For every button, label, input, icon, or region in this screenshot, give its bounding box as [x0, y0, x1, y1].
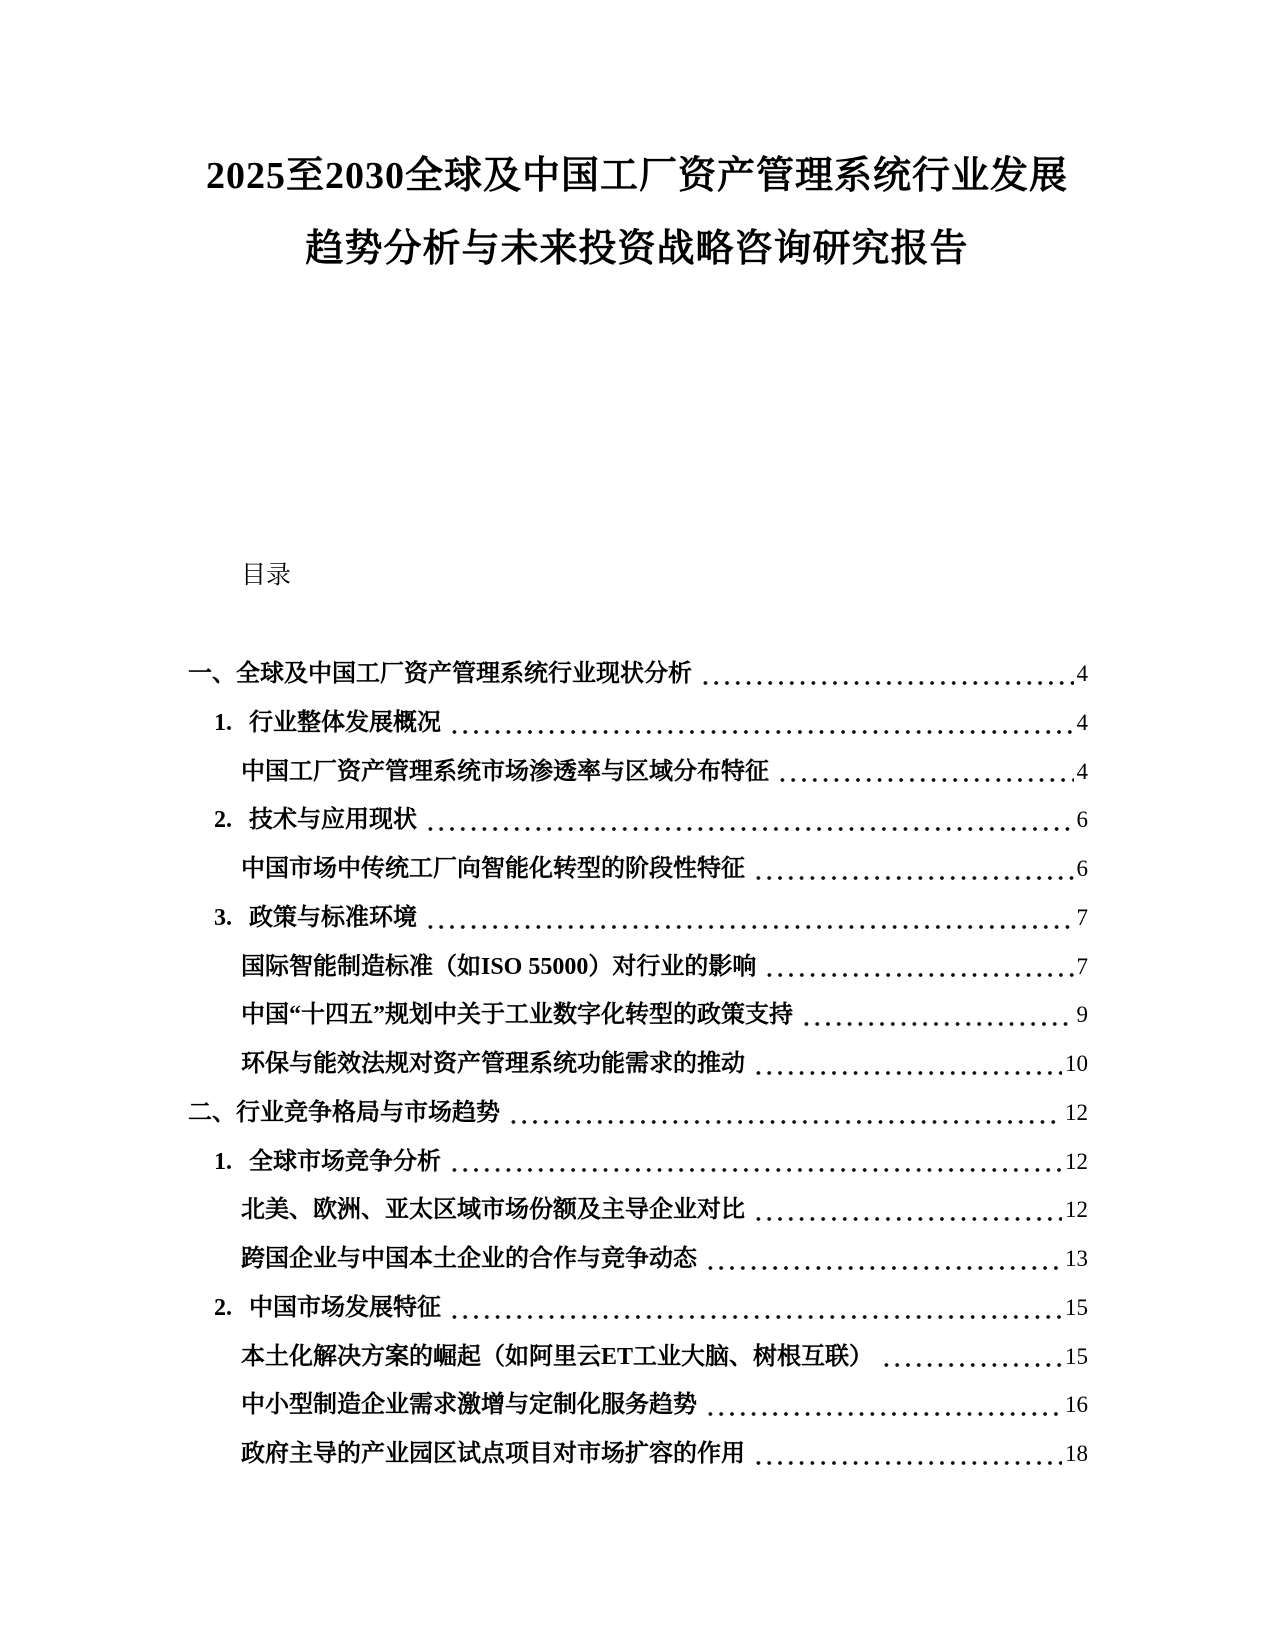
toc-entry[interactable] — [188, 748, 1088, 797]
toc-leader-dots — [751, 1040, 1062, 1089]
toc-entry-page: 4 — [1076, 661, 1088, 686]
toc-entry-label: 中小型制造企业需求激增与定制化服务趋势 — [241, 1392, 697, 1419]
toc-leader-dots — [506, 1089, 1062, 1138]
toc-entry[interactable] — [188, 1430, 1088, 1479]
toc-entry-label: 北美、欧洲、亚太区域市场份额及主导企业对比 — [241, 1197, 745, 1224]
toc-entry-number: 3. — [214, 904, 232, 931]
toc-leader-dots — [447, 1138, 1062, 1187]
toc-entry-page: 15 — [1065, 1343, 1088, 1369]
toc-entry-page: 12 — [1065, 1148, 1088, 1174]
toc-entry-label: 中国市场发展特征 — [249, 1294, 441, 1321]
toc-leader-dots — [751, 1430, 1062, 1479]
toc-entry-label: 全球及中国工厂资产管理系统行业现状分析 — [236, 661, 692, 687]
toc-leader-dots — [775, 748, 1074, 797]
toc-entry[interactable] — [188, 1235, 1088, 1284]
toc-entry[interactable] — [188, 1040, 1088, 1089]
toc-entry-number: 二、 — [188, 1099, 236, 1126]
toc-entry-page: 13 — [1065, 1246, 1088, 1271]
toc-entry-label: 行业竞争格局与市场趋势 — [236, 1099, 500, 1126]
toc-leader-dots — [879, 1333, 1062, 1382]
toc-entry[interactable] — [188, 991, 1088, 1040]
toc-leader-dots — [751, 845, 1074, 894]
toc-entry-page: 4 — [1076, 709, 1088, 735]
toc-entry[interactable] — [188, 894, 1088, 943]
toc-entry[interactable] — [188, 845, 1088, 894]
report-title-line1: 2025至2030全球及中国工厂资产管理系统行业发展 — [205, 155, 1068, 197]
toc-leader-dots — [447, 699, 1074, 748]
toc-entry[interactable] — [188, 943, 1088, 992]
toc-entry-number: 1. — [214, 1148, 232, 1175]
toc-entry-label: 中国工厂资产管理系统市场渗透率与区域分布特征 — [241, 758, 769, 785]
toc-list — [188, 650, 1088, 1479]
toc-entry[interactable] — [188, 1381, 1088, 1430]
toc-entry-page: 9 — [1076, 1002, 1088, 1028]
toc-leader-dots — [751, 1186, 1062, 1235]
toc-entry[interactable] — [188, 1138, 1088, 1187]
toc-entry-label: 本土化解决方案的崛起（如阿里云ET工业大脑、树根互联） — [241, 1343, 874, 1370]
toc-entry-page: 18 — [1065, 1441, 1088, 1466]
toc-leader-dots — [762, 943, 1073, 992]
toc-entry-label: 中国市场中传统工厂向智能化转型的阶段性特征 — [241, 856, 745, 882]
toc-entry-page: 15 — [1065, 1294, 1088, 1320]
toc-entry-label: 环保与能效法规对资产管理系统功能需求的推动 — [241, 1051, 745, 1077]
toc-entry-label: 技术与应用现状 — [249, 807, 417, 834]
toc-entry-page: 4 — [1076, 758, 1088, 784]
toc-entry[interactable] — [188, 699, 1088, 748]
toc-entry-page: 6 — [1076, 807, 1088, 833]
toc-entry-page: 7 — [1076, 904, 1088, 930]
toc-leader-dots — [703, 1381, 1062, 1430]
toc-entry-number: 一、 — [188, 661, 236, 687]
toc-entry-number: 2. — [214, 1294, 232, 1321]
toc-entry-page: 7 — [1076, 953, 1088, 979]
toc-entry-page: 12 — [1065, 1099, 1088, 1125]
toc-entry-page: 10 — [1065, 1051, 1088, 1076]
toc-leader-dots — [423, 796, 1074, 845]
toc-entry-number: 1. — [214, 709, 232, 736]
toc-leader-dots — [703, 1235, 1062, 1284]
toc-entry-label: 全球市场竞争分析 — [249, 1148, 441, 1175]
toc-entry-label: 行业整体发展概况 — [249, 709, 441, 736]
toc-entry-page: 6 — [1076, 856, 1088, 881]
toc-leader-dots — [423, 894, 1074, 943]
toc-entry[interactable] — [188, 1333, 1088, 1382]
toc-entry-label: 国际智能制造标准（如ISO 55000）对行业的影响 — [241, 953, 757, 980]
toc-leader-dots — [447, 1284, 1062, 1333]
toc-entry-label: 政府主导的产业园区试点项目对市场扩容的作用 — [241, 1441, 745, 1467]
toc-heading: 目录 — [241, 562, 292, 589]
toc-entry[interactable] — [188, 1089, 1088, 1138]
toc-entry[interactable] — [188, 796, 1088, 845]
toc-entry-page: 12 — [1065, 1197, 1088, 1223]
toc-entry-label: 政策与标准环境 — [249, 904, 417, 931]
toc-entry-label: 中国“十四五”规划中关于工业数字化转型的政策支持 — [241, 1002, 793, 1029]
report-title — [92, 140, 1182, 286]
toc-entry-number: 2. — [214, 807, 232, 834]
toc-entry[interactable] — [188, 650, 1088, 699]
toc-leader-dots — [698, 650, 1074, 699]
toc-entry-page: 16 — [1065, 1392, 1088, 1418]
toc-entry[interactable] — [188, 1186, 1088, 1235]
toc-entry-label: 跨国企业与中国本土企业的合作与竞争动态 — [241, 1246, 697, 1272]
toc-leader-dots — [799, 991, 1074, 1040]
report-title-line2: 趋势分析与未来投资战略咨询研究报告 — [305, 228, 969, 270]
toc-entry[interactable] — [188, 1284, 1088, 1333]
